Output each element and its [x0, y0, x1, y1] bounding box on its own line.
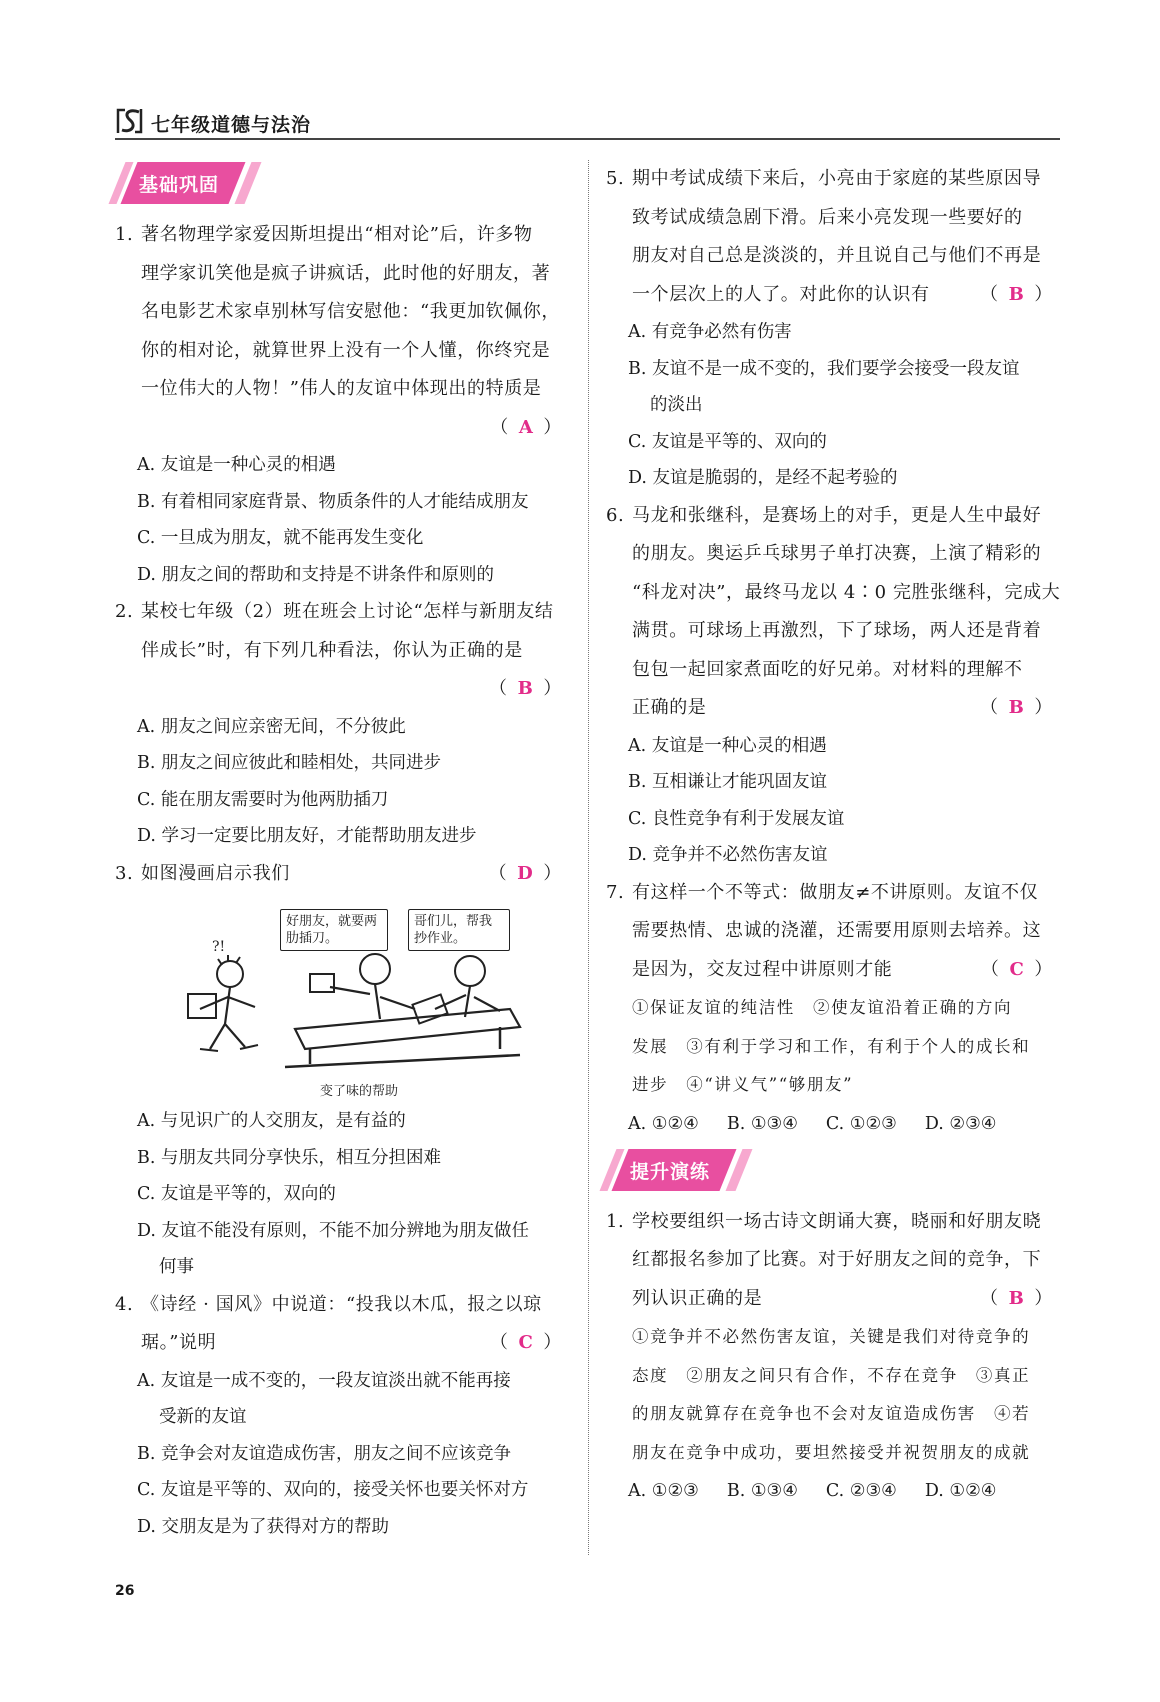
option-b: B. 竞争会对友谊造成伤害，朋友之间不应该竞争: [137, 1443, 511, 1464]
option-c: C. 友谊是平等的，双向的: [137, 1184, 336, 1204]
choice-b: B. ①③④: [726, 1481, 798, 1501]
answer-bracket: （ B ）: [979, 1287, 1053, 1309]
choice-row: [606, 1472, 1061, 1510]
option-d: D. 朋友之间的帮助和支持是不讲条件和原则的: [137, 564, 495, 585]
answer: B: [517, 678, 534, 699]
practice-question-1: [606, 1203, 1061, 1511]
answer: D: [517, 862, 534, 884]
book-title: 七年级道德与法治: [151, 114, 312, 136]
option-d: D. 交朋友是为了获得对方的帮助: [137, 1516, 390, 1537]
section-banner-basic: [115, 162, 270, 204]
question-text: 如图漫画启示我们: [141, 862, 290, 884]
section-title: 基础巩固: [139, 174, 220, 196]
question-text: 朋友对自己总是淡淡的，并且说自己与他们不再是: [632, 245, 1042, 266]
choice-c: C. ①②③: [825, 1113, 897, 1134]
question-number: 6.: [606, 504, 625, 526]
option-b-continued: 的淡出: [650, 395, 703, 415]
question-number: 1.: [115, 224, 134, 245]
question-text: 红都报名参加了比赛。对于好朋友之间的竞争，下: [632, 1249, 1042, 1270]
option-b: B. 与朋友共同分享快乐，相互分担困难: [137, 1147, 441, 1168]
question-text: 需要热情、忠诚的浇灌，还需要用原则去培养。这: [632, 920, 1042, 941]
question-text: 包包一起回家煮面吃的好兄弟。对材料的理解不: [632, 658, 1023, 680]
option-a: A. 朋友之间应亲密无间，不分彼此: [137, 716, 406, 737]
choice-a: A. ①②④: [628, 1113, 699, 1134]
question-number: 3.: [115, 862, 134, 884]
answer-bracket: （ D ）: [488, 862, 562, 884]
page-header: [115, 104, 1060, 140]
choice-d: D. ①②④: [924, 1481, 997, 1501]
option-c: C. 良性竞争有利于发展友谊: [628, 808, 845, 829]
question-text: 一个层次上的人了。对此你的认识有 （ B ）: [606, 276, 1061, 315]
option-a: A. 友谊是一种心灵的相遇: [137, 455, 336, 475]
option-c: C. 能在朋友需要时为他两肋插刀: [137, 789, 389, 810]
choice-row: [606, 1105, 1061, 1143]
question-6: [606, 497, 1061, 874]
option-b: B. 互相谦让才能巩固友谊: [628, 772, 827, 792]
statement-list: 态度 ②朋友之间只有合作，不存在竞争 ③真正: [632, 1365, 1031, 1385]
choice-c: C. ②③④: [825, 1481, 897, 1501]
question-text: 的朋友。奥运乒乓球男子单打决赛，上演了精彩的: [632, 543, 1042, 564]
left-column: [115, 160, 570, 1545]
question-text: 致考试成绩急剧下滑。后来小亮发现一些要好的: [632, 206, 1023, 228]
statement-list: ①保证友谊的纯洁性 ②使友谊沿着正确的方向: [632, 998, 1013, 1017]
option-c: C. 友谊是平等的、双向的: [628, 431, 827, 452]
answer-bracket: （ B ）: [979, 283, 1053, 305]
question-7: [606, 874, 1061, 1143]
question-text: 著名物理学家爱因斯坦提出“相对论”后，许多物: [141, 224, 533, 245]
question-text: 《诗经 · 国风》中说道：“投我以木瓜，报之以琼: [141, 1293, 542, 1315]
question-text: 伴成长”时，有下列几种看法，你认为正确的是: [141, 639, 523, 661]
option-d: D. 友谊不能没有原则，不能不加分辨地为朋友做任: [137, 1220, 530, 1241]
answer: B: [1008, 1287, 1025, 1309]
option-b: B. 有着相同家庭背景、物质条件的人才能结成朋友: [137, 491, 529, 512]
question-text: 有这样一个不等式：做朋友≠不讲原则。友谊不仅: [632, 881, 1039, 903]
question-number: 1.: [606, 1210, 625, 1232]
question-text: 是因为，交友过程中讲原则才能 （ C ）: [606, 951, 1061, 990]
statement-list: 的朋友就算存在竞争也不会对友谊造成伤害 ④若: [632, 1404, 1031, 1423]
choice-b: B. ①③④: [726, 1113, 798, 1134]
question-number: 2.: [115, 601, 134, 622]
option-c: C. 友谊是平等的、双向的，接受关怀也要关怀对方: [137, 1480, 529, 1500]
option-a: A. 友谊是一成不变的，一段友谊淡出就不能再接: [137, 1370, 511, 1391]
question-2: [115, 593, 570, 855]
cartoon-caption: 变了味的帮助: [320, 1084, 399, 1099]
question-text: “科龙对决”，最终马龙以 4∶0 完胜张继科，完成大: [632, 581, 1061, 603]
answer-bracket: （ B ）: [488, 678, 562, 699]
cartoon-drawing: [170, 899, 530, 1079]
question-text: 你的相对论，就算世界上没有一个人懂，你终究是: [141, 339, 551, 361]
statement-list: 朋友在竞争中成功，要坦然接受并祝贺朋友的成就: [632, 1442, 1031, 1462]
statement-list: 进步 ④“讲义气”“够朋友”: [632, 1075, 854, 1094]
choice-d: D. ②③④: [924, 1113, 997, 1134]
speech-bubble-2: 哥们儿，帮我抄作业。: [408, 909, 510, 951]
option-d: D. 竞争并不必然伤害友谊: [628, 845, 828, 865]
question-number: 4.: [115, 1293, 134, 1315]
answer: B: [1008, 697, 1025, 718]
option-d: D. 学习一定要比朋友好，才能帮助朋友进步: [137, 826, 477, 846]
answer: C: [518, 1332, 534, 1353]
speech-bubble-1: 好朋友，就要两肋插刀。: [280, 909, 388, 951]
option-b: B. 友谊不是一成不变的，我们要学会接受一段友谊: [628, 358, 1020, 379]
question-text: 理学家讥笑他是疯子讲疯话，此时他的好朋友，著: [141, 262, 551, 284]
question-text: 满贯。可球场上再激烈，下了球场，两人还是背着: [632, 620, 1042, 641]
answer: C: [1009, 958, 1025, 980]
question-number: 5.: [606, 168, 625, 189]
option-d-continued: 何事: [159, 1257, 194, 1277]
question-1: [115, 216, 570, 593]
option-a: A. 与见识广的人交朋友，是有益的: [137, 1111, 406, 1131]
choice-a: A. ①②③: [628, 1481, 699, 1501]
column-divider: [588, 160, 589, 1555]
textbook-logo-icon: [115, 106, 145, 136]
header-rule: [115, 138, 1060, 140]
question-text: 名电影艺术家卓别林写信安慰他：“我更加钦佩你，: [141, 301, 560, 322]
option-c: C. 一旦成为朋友，就不能再发生变化: [137, 528, 424, 548]
question-text: 列认识正确的是 （ B ）: [606, 1280, 1061, 1319]
surprise-mark: ?!: [212, 939, 226, 955]
question-5: [606, 160, 1061, 497]
question-text: 正确的是 （ B ）: [606, 689, 1061, 728]
question-text: 马龙和张继科，是赛场上的对手，更是人生中最好: [632, 504, 1042, 526]
answer-bracket: （ C ）: [980, 958, 1053, 980]
question-text: 琚。”说明 （ C ）: [115, 1324, 570, 1363]
statement-list: 发展 ③有利于学习和工作，有利于个人的成长和: [632, 1036, 1031, 1056]
question-text: 某校七年级（2）班在班会上讨论“怎样与新朋友结: [141, 601, 554, 622]
answer-bracket: （ C ）: [489, 1332, 562, 1353]
answer: B: [1008, 283, 1025, 305]
question-4: [115, 1286, 570, 1546]
question-text: 一位伟大的人物！”伟人的友谊中体现出的特质是: [141, 378, 542, 399]
option-d: D. 友谊是脆弱的，是经不起考验的: [628, 468, 898, 488]
question-text: 学校要组织一场古诗文朗诵大赛，晓丽和好朋友晓: [632, 1210, 1042, 1232]
answer-bracket: （ B ）: [979, 697, 1053, 718]
statement-list: ①竞争并不必然伤害友谊，关键是我们对待竞争的: [632, 1327, 1031, 1346]
question-3: [115, 855, 570, 1286]
cartoon-illustration: [170, 899, 530, 1099]
option-a: A. 有竞争必然有伤害: [628, 322, 792, 342]
answer: A: [518, 416, 534, 438]
option-b: B. 朋友之间应彼此和睦相处，共同进步: [137, 753, 441, 773]
question-text: 期中考试成绩下来后，小亮由于家庭的某些原因导: [632, 168, 1042, 189]
option-a: A. 友谊是一种心灵的相遇: [628, 735, 827, 756]
question-number: 7.: [606, 881, 625, 903]
option-a-continued: 受新的友谊: [159, 1407, 247, 1427]
section-banner-advanced: [606, 1149, 761, 1191]
section-title: 提升演练: [630, 1160, 711, 1183]
answer-bracket: （ A ）: [490, 416, 562, 438]
right-column: [606, 160, 1061, 1510]
page-number: 26: [115, 1583, 135, 1599]
